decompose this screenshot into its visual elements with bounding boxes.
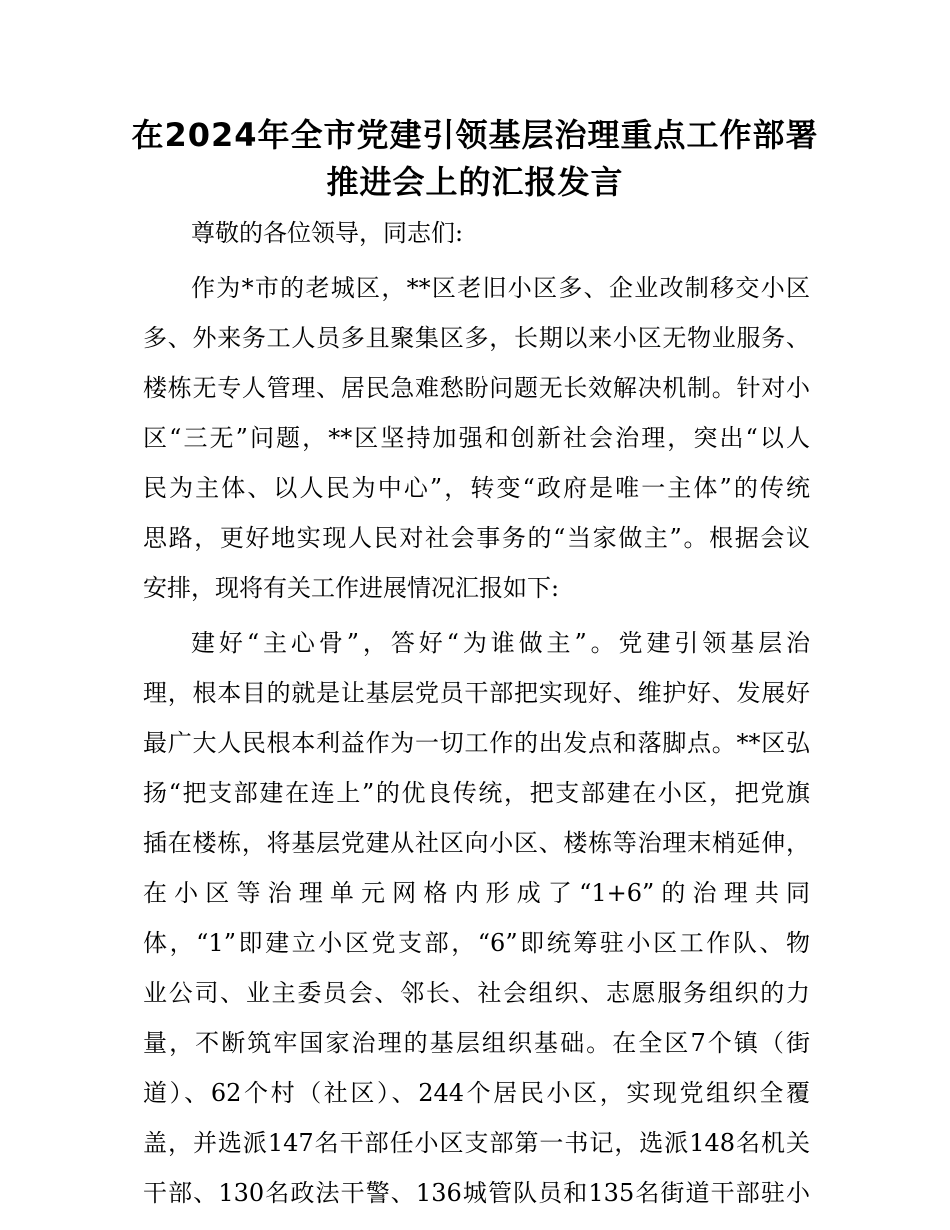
paragraph-line: 扬“把支部建在连上”的优良传统，把支部建在小区，把党旗 xyxy=(143,779,810,807)
paragraph-line: 理，根本目的就是让基层党员干部把实现好、维护好、发展好 xyxy=(143,679,810,707)
paragraph-line: 安排，现将有关工作进展情况汇报如下: xyxy=(143,574,560,602)
paragraph-line: 盖，并选派147名干部任小区支部第一书记，选派148名机关 xyxy=(143,1129,810,1157)
paragraph-line: 作为*市的老城区，**区老旧小区多、企业改制移交小区 xyxy=(191,274,810,302)
document-title-line-1: 在2024年全市党建引领基层治理重点工作部署 xyxy=(131,116,819,154)
document-title-line-2: 推进会上的汇报发言 xyxy=(326,163,624,201)
paragraph-line: 体，“1”即建立小区党支部，“6”即统筹驻小区工作队、物 xyxy=(143,929,810,957)
paragraph-line: 区“三无”问题，**区坚持加强和创新社会治理，突出“以人 xyxy=(143,424,810,452)
salutation: 尊敬的各位领导，同志们: xyxy=(191,219,464,247)
paragraph-line: 思路，更好地实现人民对社会事务的“当家做主”。根据会议 xyxy=(143,524,810,552)
paragraph-line: 插在楼栋，将基层党建从社区向小区、楼栋等治理末梢延伸， xyxy=(143,829,810,857)
paragraph-line: 在小区等治理单元网格内形成了“1+6”的治理共同 xyxy=(143,879,810,907)
paragraph-line: 多、外来务工人员多且聚集区多，长期以来小区无物业服务、 xyxy=(143,324,810,352)
paragraph-line: 干部、130名政法干警、136城管队员和135名街道干部驻小 xyxy=(143,1179,810,1207)
paragraph-line: 最广大人民根本利益作为一切工作的出发点和落脚点。**区弘 xyxy=(143,729,810,757)
paragraph-line: 业公司、业主委员会、邻长、社会组织、志愿服务组织的力 xyxy=(143,979,810,1007)
paragraph-line: 量，不断筑牢国家治理的基层组织基础。在全区7个镇（街 xyxy=(143,1029,810,1057)
paragraph-line: 楼栋无专人管理、居民急难愁盼问题无长效解决机制。针对小 xyxy=(143,374,810,402)
paragraph-line: 民为主体、以人民为中心”，转变“政府是唯一主体”的传统 xyxy=(143,474,810,502)
paragraph-line: 道）、62个村（社区）、244个居民小区，实现党组织全覆 xyxy=(143,1079,810,1107)
paragraph-line: 建好“主心骨”，答好“为谁做主”。党建引领基层治 xyxy=(191,629,810,657)
